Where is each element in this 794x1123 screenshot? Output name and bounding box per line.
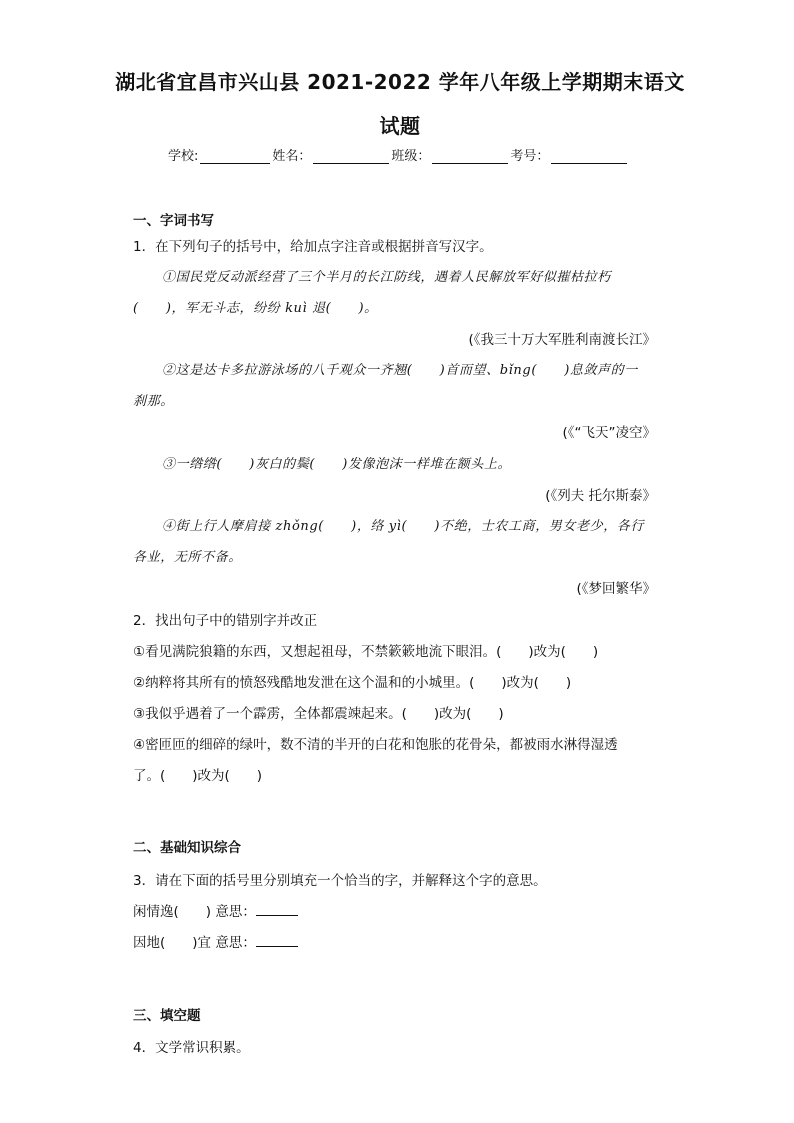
section3-heading: 三、填空题 [133, 1008, 201, 1024]
q2-item1: ①看见满院狼籍的东西，又想起祖母，不禁簌簌地流下眼泪。( )改为( ) [133, 644, 599, 660]
q1-item2-line1: ②这是达卡多拉游泳场的八千观众一齐翘( )首而望、bǐng( )息敛声的一 [162, 363, 638, 378]
school-label: 学校: [168, 149, 199, 164]
q1-item1-source: (《我三十万大军胜利南渡长江》 [468, 332, 656, 348]
section2-heading: 二、基础知识综合 [133, 840, 241, 856]
q2-item2: ②纳粹将其所有的愤怒残酷地发泄在这个温和的小城里。( )改为( ) [133, 675, 572, 691]
class-label: 班级： [391, 149, 431, 164]
q1-stem: 1．在下列句子的括号中，给加点字注音或根据拼音写汉字。 [133, 239, 493, 255]
name-label: 姓名： [272, 149, 312, 164]
q2-stem: 2．找出句子中的错别字并改正 [133, 613, 318, 629]
q3-item2-answer-blank [256, 934, 298, 947]
q1-item4-source: (《梦回繁华》 [576, 581, 656, 597]
number-label: 考号： [510, 149, 550, 164]
q1-item4-line1: ④街上行人摩肩接 zhǒng( )，络 yì( )不绝，士农工商，男女老少，各行 [162, 519, 644, 534]
q1-item1-line1: ①国民党反动派经营了三个半月的长江防线，遇着人民解放军好似摧枯拉朽 [162, 270, 611, 285]
q1-item1-line2: ( )，军无斗志，纷纷 kuì 退( )。 [133, 301, 378, 316]
q3-item2-text: 因地( )宜 意思： [133, 935, 256, 951]
q3-stem: 3．请在下面的括号里分别填充一个恰当的字，并解释这个字的意思。 [133, 873, 547, 889]
student-info-row [168, 145, 638, 164]
q2-item3: ③我似乎遇着了一个霹雳，全体都震竦起来。( )改为( ) [133, 706, 504, 722]
exam-title-line2: 试题 [379, 114, 421, 138]
q3-item1 [133, 900, 298, 920]
q1-item3-source: (《列夫 托尔斯泰》 [545, 488, 656, 504]
school-blank [200, 149, 270, 164]
q3-item1-answer-blank [256, 903, 298, 916]
number-blank [551, 149, 627, 164]
q2-item4-line1: ④密匝匝的细碎的绿叶，数不清的半开的白花和饱胀的花骨朵，都被雨水淋得湿透 [133, 737, 618, 753]
q1-item4-line2: 各业，无所不备。 [133, 550, 242, 565]
q3-item1-text: 闲情逸( ) 意思： [133, 904, 256, 920]
q1-item3-line1: ③一绺绺( )灰白的鬓( )发像泡沫一样堆在额头上。 [162, 457, 512, 472]
q4-stem: 4．文学常识积累。 [133, 1040, 250, 1056]
class-blank [432, 149, 508, 164]
exam-title-line1: 湖北省宜昌市兴山县 2021-2022 学年八年级上学期期末语文 [115, 70, 685, 94]
q2-item4-line2: 了。( )改为( ) [133, 768, 263, 784]
name-blank [313, 149, 389, 164]
section1-heading: 一、字词书写 [133, 213, 214, 229]
q1-item2-line2: 刹那。 [133, 394, 174, 409]
q3-item2 [133, 931, 298, 951]
q1-item2-source: (《“飞天”凌空》 [562, 425, 656, 441]
